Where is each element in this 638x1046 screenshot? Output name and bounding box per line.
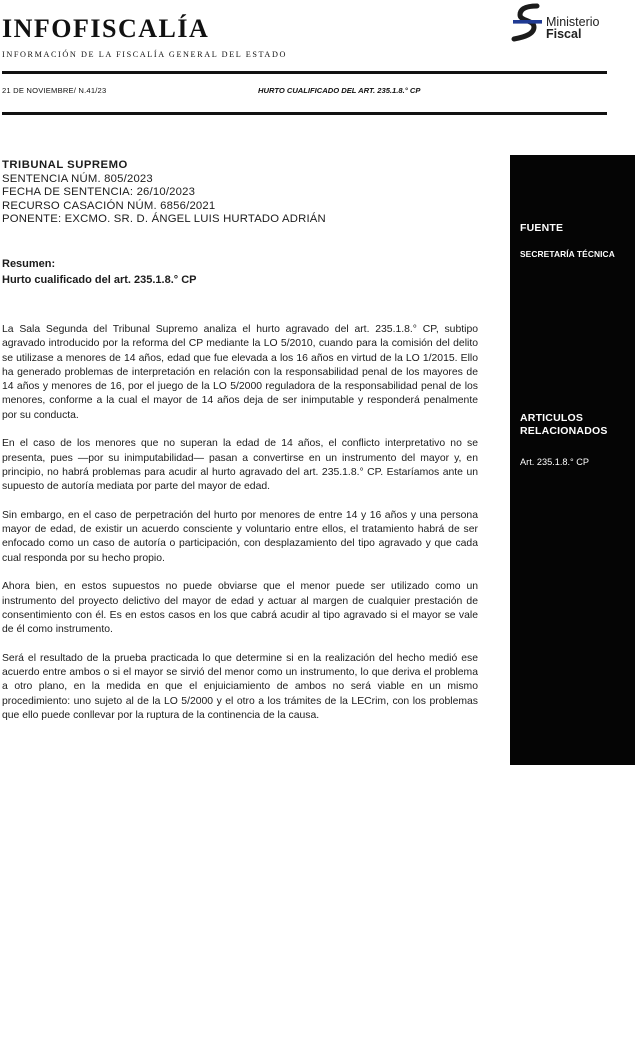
body-paragraph: Ahora bien, en estos supuestos no puede obviarse que el menor puede ser utilizado como un instrumento del proyecto delictivo del mayor de edad y actuar al margen de cualquier prestación de consentimiento con él. Es en estos casos en los que cabrá acudir al tipo agravado si el mayor se vale de él como instrumento. [2,581,478,636]
issue-topic: HURTO CUALIFICADO DEL ART. 235.1.8.° CP [258,86,421,95]
issue-date-number: 21 DE NOVIEMBRE/ N.41/23 [2,86,107,95]
appeal-number: RECURSO CASACIÓN NÚM. 6856/2021 [2,199,216,212]
related-heading-line-1: ARTICULOS [520,412,584,424]
source-value: SECRETARÍA TÉCNICA [520,249,615,259]
summary-text: Hurto cualificado del art. 235.1.8.° CP [2,274,197,286]
court-name: TRIBUNAL SUPREMO [2,159,128,171]
body-paragraph: Sin embargo, en el caso de perpetración del hurto por menores de entre 14 y 16 años y una persona mayor de edad, de existir un acuerdo consciente y voluntario entre ellos, el tratamiento habrá de ser enfocado como un caso de autoría o participación, con desplazamiento del tipo agravado y que cada cual responda por su hecho propio. [2,509,478,564]
logo-line-1: Ministerio [546,15,600,29]
summary-label: Resumen: [2,258,56,270]
header-rule-top [2,71,607,74]
related-heading-line-2: RELACIONADOS [520,425,608,437]
ministerio-fiscal-logo [511,2,621,44]
rapporteur: PONENTE: EXCMO. SR. D. ÁNGEL LUIS HURTADO ADRIÁN [2,213,326,226]
article-body [2,323,478,738]
ruling-number: SENTENCIA NÚM. 805/2023 [2,172,153,185]
logo-wordmark [546,16,600,40]
source-heading: FUENTE [520,222,564,234]
body-paragraph: En el caso de los menores que no superan la edad de 14 años, el conflicto interpretativo no se presenta, pues —por su inimputabilidad— pasan a convertirse en un instrumento del mayor y, en principio, no habrá problemas para acudir al hurto agravado del art. 235.1.8.° CP. Estaríamos ante un supuesto de autoría mediata por parte del mayor de edad. [2,438,478,493]
ministerio-fiscal-logo-icon [511,2,545,44]
brand-title: INFOFISCALÍA [2,14,210,43]
brand-subtitle: INFORMACIÓN DE LA FISCALÍA GENERAL DEL ESTADO [2,50,287,59]
ruling-details [2,159,326,227]
header-rule-bottom [2,112,607,115]
body-paragraph: La Sala Segunda del Tribunal Supremo analiza el hurto agravado del art. 235.1.8.° CP, subtipo agravado introducido por la reforma del CP mediante la LO 5/2010, cuando para la comisión del delito se utilizase a menores de 14 años, edad que fue elevada a los 16 años en virtud de la LO 1/2015. Ello ha generado problemas de interpretación en relación con la responsabilidad penal de los mayores de 14 años y menores de 16, por el juego de la LO 5/2000 reguladora de la responsabilidad penal de los menores, conforme a la cual el mayor de 14 años deja de ser inimputable y responderá penalmente por su conducta. [2,324,478,421]
summary [2,256,197,288]
ruling-date: FECHA DE SENTENCIA: 26/10/2023 [2,186,196,199]
logo-line-2: Fiscal [546,27,582,41]
body-paragraph: Será el resultado de la prueba practicada lo que determine si en la realización del hecho medió ese acuerdo entre ambos o si el mayor se sirvió del menor como un instrumento, lo que deriva el problema a otro plano, en la medida en que el enjuiciamiento de ambos no será viable en un mismo procedimiento: uno sujeto al de la LO 5/2000 y el otro a los trámites de la LECrim, con los problemas que ello puede conllevar por la ruptura de la continencia de la causa. [2,652,478,722]
related-article-link[interactable]: Art. 235.1.8.° CP [520,457,590,467]
info-sidebar [510,155,635,765]
